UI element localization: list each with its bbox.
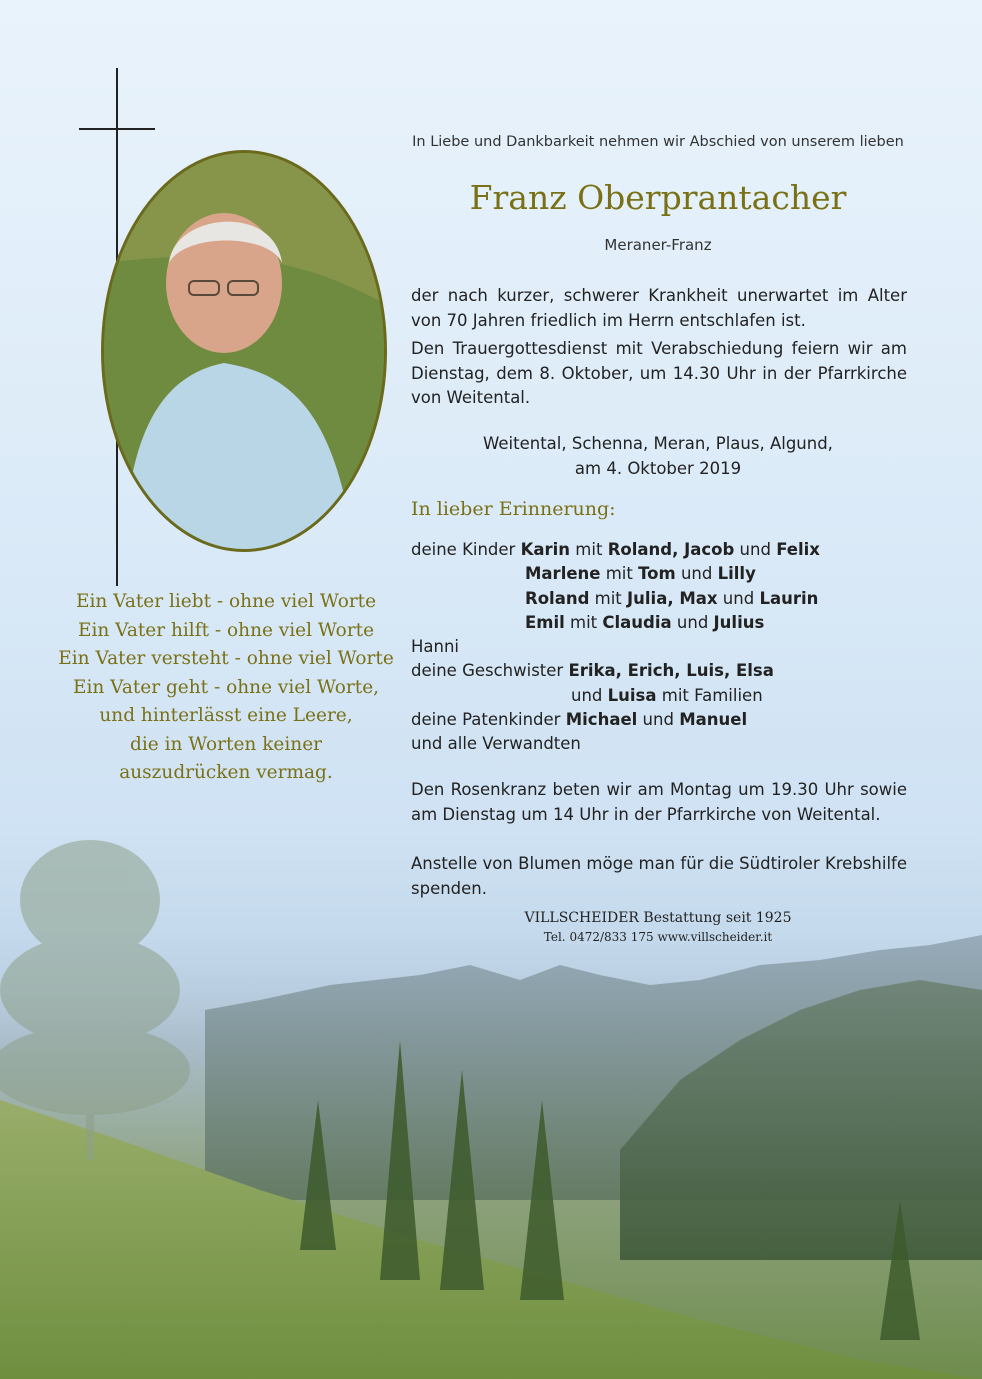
text: und bbox=[571, 685, 608, 705]
name: Karin bbox=[520, 540, 571, 559]
intro-text: In Liebe und Dankbarkeit nehmen wir Abschied von unserem lieben bbox=[412, 134, 904, 150]
portrait-photo bbox=[101, 150, 387, 552]
text: mit bbox=[564, 612, 603, 632]
text: und alle Verwandten bbox=[411, 734, 581, 754]
family-line bbox=[411, 562, 911, 586]
flowers-paragraph: Anstelle von Blumen möge man für die Südtiroler Krebshilfe spenden. bbox=[411, 854, 907, 898]
text: mit bbox=[600, 564, 639, 584]
name: Emil bbox=[525, 612, 565, 632]
text: und bbox=[671, 612, 714, 632]
name: Marlene bbox=[525, 564, 601, 584]
name: Michael bbox=[565, 710, 638, 730]
family-line bbox=[411, 538, 911, 562]
rosary-paragraph: Den Rosenkranz beten wir am Montag um 19.30 Uhr sowie am Dienstag um 14 Uhr in der Pfarrkirche von Weitental. bbox=[411, 780, 907, 824]
text: mit bbox=[589, 588, 628, 608]
name: Laurin bbox=[759, 588, 819, 608]
funeral-home-contact: Tel. 0472/833 175 www.villscheider.it bbox=[543, 930, 773, 944]
name: Manuel bbox=[679, 710, 748, 730]
nickname: Meraner-Franz bbox=[604, 236, 712, 254]
name: Roland, Jacob bbox=[607, 540, 735, 559]
name: Claudia bbox=[602, 612, 672, 632]
text: mit Familien bbox=[656, 685, 763, 705]
name: Erika, Erich, Luis, Elsa bbox=[568, 661, 774, 681]
poem-line: Ein Vater hilft - ohne viel Worte bbox=[77, 619, 375, 641]
place-line: Weitental, Schenna, Meran, Plaus, Algund, bbox=[483, 434, 833, 453]
family-line bbox=[411, 732, 911, 756]
memory-title: In lieber Erinnerung: bbox=[411, 498, 616, 520]
date-line: am 4. Oktober 2019 bbox=[574, 458, 742, 478]
text: mit bbox=[570, 540, 608, 559]
text: und bbox=[637, 710, 680, 730]
funeral-home-name: VILLSCHEIDER Bestattung seit 1925 bbox=[524, 910, 792, 926]
name: Luisa bbox=[607, 685, 657, 705]
name: Felix bbox=[776, 540, 820, 559]
text: und bbox=[675, 564, 718, 584]
name: Julia, Max bbox=[627, 588, 718, 608]
family-line bbox=[411, 587, 911, 611]
deceased-name: Franz Oberprantacher bbox=[469, 178, 847, 217]
family-line bbox=[411, 684, 911, 708]
poem-line: Ein Vater versteht - ohne viel Worte bbox=[58, 648, 394, 669]
place-date bbox=[400, 432, 916, 481]
service-paragraph: Den Trauergottesdienst mit Verabschiedung feiern wir am Dienstag, dem 8. Oktober, um 14.30 Uhr in der Pfarrkirche von Weitental. bbox=[411, 339, 907, 407]
family-line bbox=[411, 611, 911, 635]
poem-line: die in Worten keiner bbox=[129, 733, 322, 755]
text: und bbox=[717, 588, 760, 608]
family-line bbox=[411, 659, 911, 683]
family-line bbox=[411, 635, 911, 659]
funeral-home bbox=[400, 910, 916, 944]
text: deine Geschwister bbox=[411, 661, 569, 681]
family-list bbox=[411, 538, 911, 757]
passing-paragraph: der nach kurzer, schwerer Krankheit unerwartet im Alter von 70 Jahren friedlich im Herrn entschlafen ist. bbox=[411, 286, 907, 330]
family-line bbox=[411, 708, 911, 732]
text: deine Patenkinder bbox=[411, 710, 566, 730]
text: Hanni bbox=[411, 637, 460, 657]
cross-horizontal bbox=[79, 128, 155, 130]
poem-line: Ein Vater liebt - ohne viel Worte bbox=[75, 591, 377, 612]
name: Lilly bbox=[717, 564, 756, 584]
poem-line: Ein Vater geht - ohne viel Worte, bbox=[72, 676, 380, 698]
text: und bbox=[734, 540, 777, 559]
poem-line: und hinterlässt eine Leere, bbox=[99, 705, 353, 726]
poem-line: auszudrücken vermag. bbox=[119, 762, 333, 783]
text: deine Kinder bbox=[411, 540, 521, 559]
poem bbox=[40, 588, 412, 788]
name: Julius bbox=[713, 612, 765, 632]
name: Roland bbox=[525, 588, 590, 608]
name: Tom bbox=[638, 564, 676, 584]
